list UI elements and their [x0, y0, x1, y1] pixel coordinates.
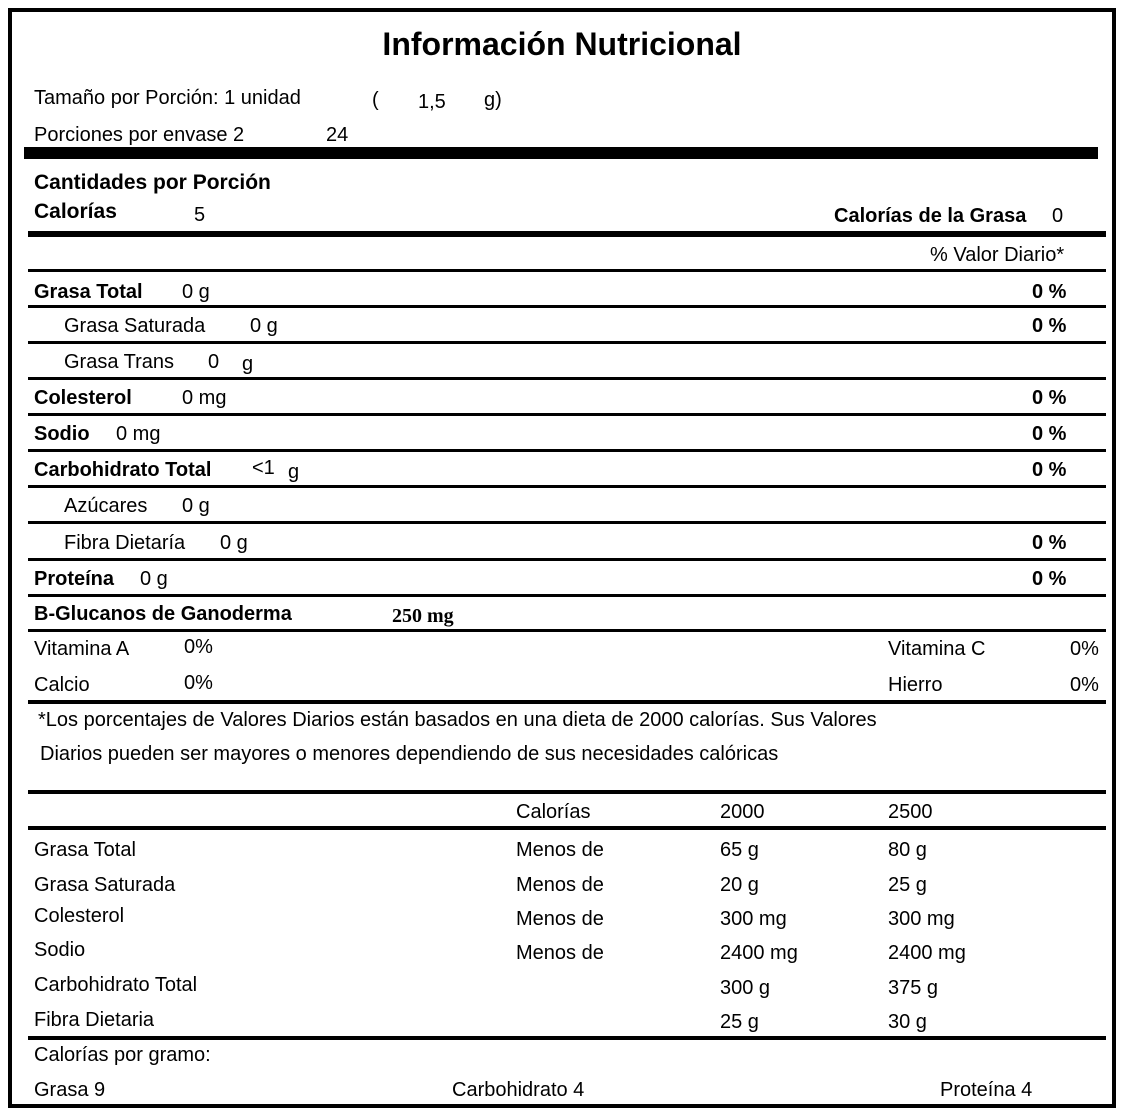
- ref-row-nutrient: Carbohidrato Total: [34, 974, 198, 996]
- servings-per-container-value: 24: [326, 124, 349, 146]
- calories-per-gram-fat: Grasa 9: [34, 1079, 106, 1101]
- ref-row-qualifier: Menos de: [516, 942, 604, 964]
- nutrient-label: Azúcares: [64, 495, 148, 517]
- nutrient-label: Fibra Dietaría: [64, 532, 186, 554]
- calories-per-gram-carb: Carbohidrato 4: [452, 1079, 585, 1101]
- nutrient-amount: <1: [252, 457, 275, 479]
- row-divider: [28, 485, 1106, 488]
- calories-from-fat-label: Calorías de la Grasa: [834, 205, 1027, 227]
- row-divider: [28, 413, 1106, 416]
- thick-divider-top: [24, 147, 1098, 159]
- nutrient-label: Carbohidrato Total: [34, 459, 212, 481]
- row-divider: [28, 521, 1106, 524]
- serving-size-open-paren: (: [372, 89, 379, 111]
- nutrient-label: Grasa Saturada: [64, 315, 206, 337]
- nutrient-label: Sodio: [34, 423, 90, 445]
- nutrient-dv: 0 %: [1032, 568, 1067, 590]
- nutrient-label: Grasa Total: [34, 281, 143, 303]
- row-divider: [28, 594, 1106, 597]
- vitamin-label: Calcio: [34, 674, 90, 696]
- servings-per-container-label: Porciones por envase 2: [34, 124, 245, 146]
- vitamin-value: 0%: [184, 672, 213, 694]
- ref-row-nutrient: Sodio: [34, 939, 86, 961]
- nutrient-label: Grasa Trans: [64, 351, 175, 373]
- ref-row-2000: 25 g: [720, 1011, 759, 1033]
- ref-row-2000: 300 mg: [720, 908, 787, 930]
- nutrient-amount: 0 g: [140, 568, 168, 590]
- nutrient-dv: 0 %: [1032, 423, 1067, 445]
- serving-size-value: 1,5: [418, 91, 446, 113]
- divider-dv: [28, 269, 1106, 272]
- ref-row-2500: 30 g: [888, 1011, 927, 1033]
- calories-value: 5: [194, 204, 206, 226]
- serving-size-label: Tamaño por Porción: 1 unidad: [34, 87, 301, 109]
- ref-row-2500: 2400 mg: [888, 942, 966, 964]
- row-divider: [28, 341, 1106, 344]
- calories-per-gram-protein: Proteína 4: [940, 1079, 1033, 1101]
- ref-row-2500: 300 mg: [888, 908, 955, 930]
- ref-row-nutrient: Grasa Total: [34, 839, 136, 861]
- divider-ref-bottom: [28, 1036, 1106, 1040]
- ref-row-2000: 2400 mg: [720, 942, 798, 964]
- ref-row-2500: 375 g: [888, 977, 939, 999]
- nutrient-amount: 0 mg: [182, 387, 227, 409]
- divider-calories: [28, 231, 1106, 237]
- divider-footnote: [28, 790, 1106, 794]
- row-divider: [28, 449, 1106, 452]
- nutrient-amount: 0 mg: [116, 423, 161, 445]
- nutrient-dv: 0 %: [1032, 532, 1067, 554]
- nutrient-label: B-Glucanos de Ganoderma: [34, 603, 292, 625]
- row-divider: [28, 629, 1106, 632]
- nutrient-dv: 0 %: [1032, 315, 1067, 337]
- ref-header-calories: Calorías: [516, 801, 591, 823]
- ref-row-2000: 65 g: [720, 839, 759, 861]
- row-divider: [28, 377, 1106, 380]
- label-title: Información Nutricional: [382, 26, 742, 62]
- divider-vitamins: [28, 700, 1106, 704]
- ref-row-qualifier: Menos de: [516, 874, 604, 896]
- nutrient-amount: 0 g: [250, 315, 278, 337]
- nutrient-unit: g: [288, 461, 300, 483]
- nutrient-amount: 0: [208, 351, 220, 373]
- calories-from-fat-value: 0: [1052, 205, 1064, 227]
- nutrient-amount: 250 mg: [392, 605, 454, 627]
- calories-label: Calorías: [34, 200, 117, 223]
- divider-ref-header: [28, 826, 1106, 830]
- vitamin-value: 0%: [1070, 638, 1099, 660]
- nutrient-dv: 0 %: [1032, 281, 1067, 303]
- nutrient-amount: 0 g: [220, 532, 248, 554]
- vitamin-label: Hierro: [888, 674, 943, 696]
- ref-row-nutrient: Colesterol: [34, 905, 125, 927]
- footnote-line-1: *Los porcentajes de Valores Diarios están basados en una dieta de 2000 calorías. Sus Valores: [38, 709, 877, 731]
- row-divider: [28, 305, 1106, 308]
- vitamin-label: Vitamina A: [34, 638, 130, 660]
- nutrient-dv: 0 %: [1032, 459, 1067, 481]
- ref-row-nutrient: Grasa Saturada: [34, 874, 176, 896]
- row-divider: [28, 558, 1106, 561]
- footnote-line-2: Diarios pueden ser mayores o menores dependiendo de sus necesidades calóricas: [40, 743, 779, 765]
- vitamin-label: Vitamina C: [888, 638, 986, 660]
- amounts-per-serving-header: Cantidades por Porción: [34, 171, 271, 194]
- ref-row-2000: 20 g: [720, 874, 759, 896]
- ref-header-2000: 2000: [720, 801, 765, 823]
- nutrient-amount: 0 g: [182, 495, 210, 517]
- ref-row-nutrient: Fibra Dietaria: [34, 1009, 155, 1031]
- ref-row-2500: 25 g: [888, 874, 927, 896]
- vitamin-value: 0%: [1070, 674, 1099, 696]
- ref-row-2000: 300 g: [720, 977, 771, 999]
- ref-row-qualifier: Menos de: [516, 908, 604, 930]
- vitamin-value: 0%: [184, 636, 213, 658]
- nutrient-unit: g: [242, 353, 254, 375]
- nutrient-label: Proteína: [34, 568, 115, 590]
- nutrient-amount: 0 g: [182, 281, 210, 303]
- daily-value-header: % Valor Diario*: [930, 244, 1065, 266]
- ref-row-qualifier: Menos de: [516, 839, 604, 861]
- nutrient-label: Colesterol: [34, 387, 132, 409]
- ref-row-2500: 80 g: [888, 839, 927, 861]
- nutrient-dv: 0 %: [1032, 387, 1067, 409]
- serving-size-unit: g): [484, 89, 502, 111]
- calories-per-gram-label: Calorías por gramo:: [34, 1044, 211, 1066]
- ref-header-2500: 2500: [888, 801, 933, 823]
